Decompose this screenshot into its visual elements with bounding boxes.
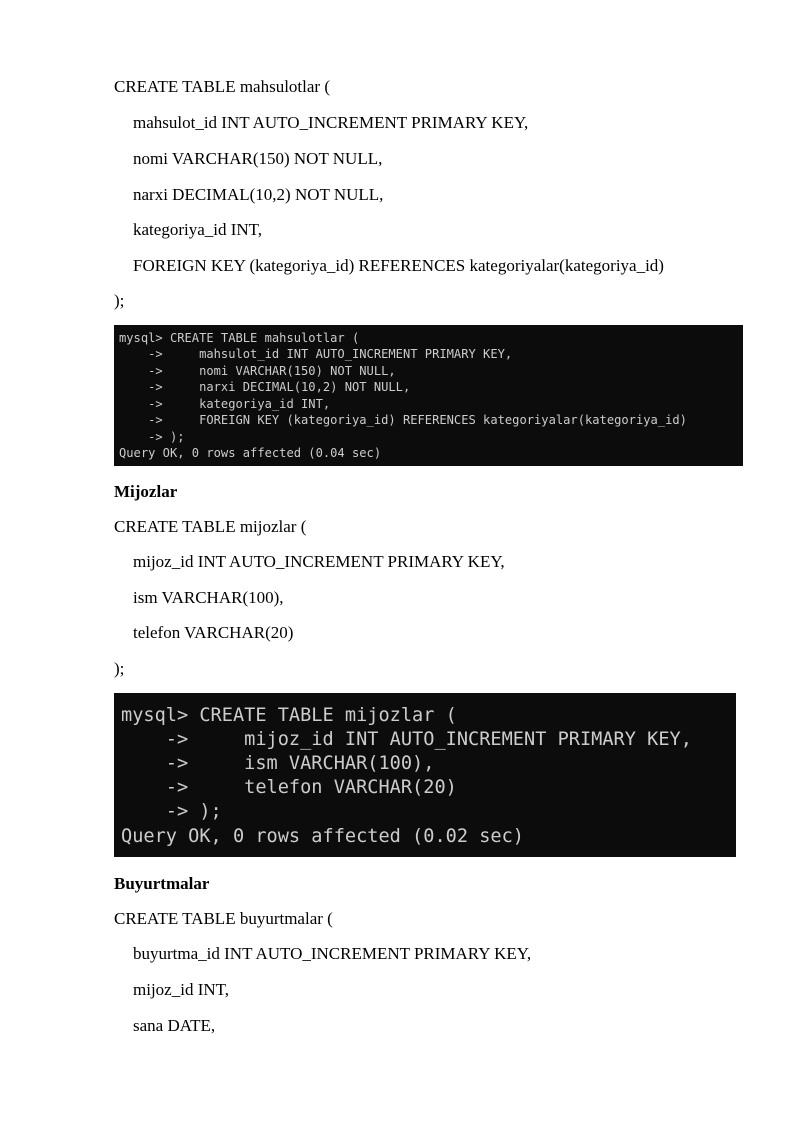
sql-line: sana DATE, xyxy=(133,1016,216,1035)
sql-line: FOREIGN KEY (kategoriya_id) REFERENCES kategoriyalar(kategoriya_id) xyxy=(133,256,664,275)
terminal-line: Query OK, 0 rows affected (0.04 sec) xyxy=(119,446,382,460)
terminal-line: -> mijoz_id INT AUTO_INCREMENT PRIMARY KEY, xyxy=(121,729,692,750)
sql-line: buyurtma_id INT AUTO_INCREMENT PRIMARY KEY, xyxy=(133,944,532,963)
sql-line: CREATE TABLE mijozlar ( xyxy=(114,517,307,536)
terminal-screenshot-mahsulotlar xyxy=(114,325,743,466)
terminal-line: -> telefon VARCHAR(20) xyxy=(121,777,457,798)
sql-line: mijoz_id INT AUTO_INCREMENT PRIMARY KEY, xyxy=(133,552,505,571)
terminal-line: -> nomi VARCHAR(150) NOT NULL, xyxy=(119,364,396,378)
sql-line: ); xyxy=(114,291,125,310)
sql-line: mahsulot_id INT AUTO_INCREMENT PRIMARY KEY, xyxy=(133,113,529,132)
terminal-line: -> ); xyxy=(121,801,222,822)
sql-line: CREATE TABLE buyurtmalar ( xyxy=(114,909,333,928)
sql-line: ); xyxy=(114,659,125,678)
sql-line: nomi VARCHAR(150) NOT NULL, xyxy=(133,149,383,168)
terminal-line: -> narxi DECIMAL(10,2) NOT NULL, xyxy=(119,380,411,394)
sql-line: kategoriya_id INT, xyxy=(133,220,263,239)
terminal-line: -> FOREIGN KEY (kategoriya_id) REFERENCES kategoriyalar(kategoriya_id) xyxy=(119,413,687,427)
terminal-line: Query OK, 0 rows affected (0.02 sec) xyxy=(121,826,524,847)
terminal-line: -> ); xyxy=(119,430,185,444)
terminal-line: -> mahsulot_id INT AUTO_INCREMENT PRIMARY KEY, xyxy=(119,347,513,361)
terminal-line: -> kategoriya_id INT, xyxy=(119,397,331,411)
sql-line: CREATE TABLE mahsulotlar ( xyxy=(114,77,330,96)
section-heading: Buyurtmalar xyxy=(114,874,210,893)
terminal-line: mysql> CREATE TABLE mijozlar ( xyxy=(121,705,457,726)
sql-line: narxi DECIMAL(10,2) NOT NULL, xyxy=(133,185,384,204)
sql-line: mijoz_id INT, xyxy=(133,980,229,999)
sql-line: telefon VARCHAR(20) xyxy=(133,623,294,642)
sql-line: ism VARCHAR(100), xyxy=(133,588,284,607)
terminal-screenshot-mijozlar xyxy=(114,693,736,857)
terminal-line: -> ism VARCHAR(100), xyxy=(121,753,435,774)
section-heading: Mijozlar xyxy=(114,482,178,501)
terminal-line: mysql> CREATE TABLE mahsulotlar ( xyxy=(119,331,360,345)
